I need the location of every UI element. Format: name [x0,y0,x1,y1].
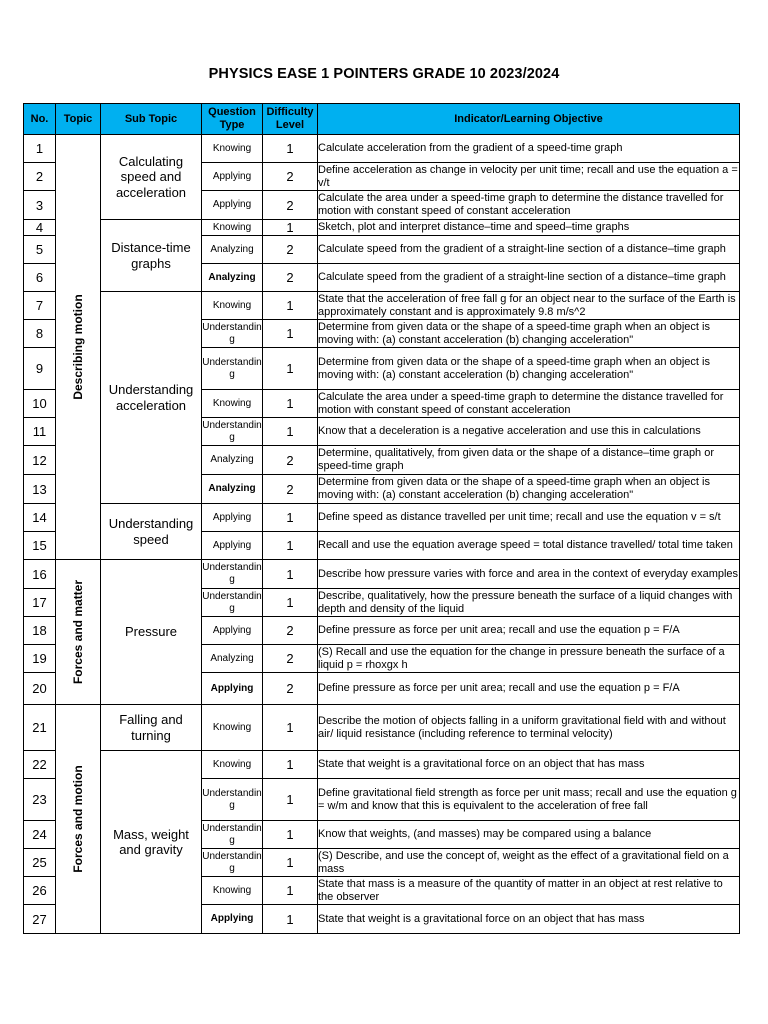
header-no: No. [24,104,56,135]
sub-topic-cell: Distance-time graphs [101,220,202,292]
learning-objective: Define pressure as force per unit area; recall and use the equation p = F/A [318,617,740,645]
table-row [24,292,740,320]
question-type: Understanding [202,589,263,617]
learning-objective: Define speed as distance travelled per unit time; recall and use the equation v = s/t [318,504,740,532]
difficulty-level: 1 [263,751,318,779]
learning-objective: Calculate acceleration from the gradient of a speed-time graph [318,135,740,163]
difficulty-level: 2 [263,236,318,264]
difficulty-level: 1 [263,292,318,320]
difficulty-level: 1 [263,135,318,163]
question-type: Applying [202,617,263,645]
learning-objective: Calculate the area under a speed-time graph to determine the distance travelled for motion with constant speed of constant acceleration [318,191,740,220]
question-type: Applying [202,191,263,220]
learning-objective: Determine from given data or the shape of a speed-time graph when an object is moving with: (a) constant acceleration (b) changing acceleration" [318,475,740,504]
difficulty-level: 2 [263,163,318,191]
difficulty-level: 2 [263,264,318,292]
row-no: 23 [24,779,56,821]
sub-topic-cell: Understanding acceleration [101,292,202,504]
question-type: Knowing [202,751,263,779]
row-no: 9 [24,348,56,390]
sub-topic-cell: Calculating speed and acceleration [101,135,202,220]
row-no: 19 [24,645,56,673]
row-no: 1 [24,135,56,163]
row-no: 3 [24,191,56,220]
difficulty-level: 1 [263,779,318,821]
header-objective: Indicator/Learning Objective [318,104,740,135]
header-difficulty-level: Difficulty Level [263,104,318,135]
question-type: Applying [202,532,263,560]
row-no: 22 [24,751,56,779]
difficulty-level: 1 [263,560,318,589]
difficulty-level: 1 [263,348,318,390]
row-no: 11 [24,418,56,446]
difficulty-level: 1 [263,390,318,418]
row-no: 14 [24,504,56,532]
question-type: Knowing [202,877,263,905]
learning-objective: Define gravitational field strength as force per unit mass; recall and use the equation g = w/m and know that this is equivalent to the acceleration of free fall [318,779,740,821]
row-no: 20 [24,673,56,705]
question-type: Understanding [202,849,263,877]
topic-label: Forces and motion [71,765,85,873]
question-type: Applying [202,905,263,934]
row-no: 15 [24,532,56,560]
question-type: Applying [202,163,263,191]
row-no: 16 [24,560,56,589]
question-type: Knowing [202,135,263,163]
question-type: Analyzing [202,236,263,264]
row-no: 26 [24,877,56,905]
row-no: 5 [24,236,56,264]
question-type: Analyzing [202,475,263,504]
difficulty-level: 2 [263,673,318,705]
table-row [24,220,740,236]
learning-objective: Define acceleration as change in velocity per unit time; recall and use the equation a = v/t [318,163,738,189]
difficulty-level: 1 [263,532,318,560]
sub-topic-cell: Mass, weight and gravity [101,751,202,934]
row-no: 7 [24,292,56,320]
learning-objective: (S) Recall and use the equation for the change in pressure beneath the surface of a liquid p = rhoxgx h [318,645,740,673]
learning-objective: Recall and use the equation average speed = total distance travelled/ total time taken [318,532,740,560]
learning-objective: Determine from given data or the shape of a speed-time graph when an object is moving with: (a) constant acceleration (b) changing acceleration" [318,348,740,390]
difficulty-level: 1 [263,504,318,532]
table-header-row [24,104,740,135]
question-type: Knowing [202,705,263,751]
learning-objective: State that the acceleration of free fall g for an object near to the surface of the Earth is approximately constant and is approximately 9.8 m/s^2 [318,292,740,320]
question-type: Understanding [202,779,263,821]
learning-objective: Sketch, plot and interpret distance–time and speed–time graphs [318,220,740,236]
question-type: Analyzing [202,446,263,475]
difficulty-level: 1 [263,877,318,905]
sub-topic-cell: Understanding speed [101,504,202,560]
question-type: Understanding [202,418,263,446]
learning-objective: Calculate speed from the gradient of a straight-line section of a distance–time graph [318,264,740,292]
row-no: 18 [24,617,56,645]
learning-objective: Define pressure as force per unit area; recall and use the equation p = F/A [318,673,740,705]
sub-topic-cell: Falling and turning [101,705,202,751]
learning-objective: State that weight is a gravitational force on an object that has mass [318,751,740,779]
question-type: Knowing [202,292,263,320]
difficulty-level: 2 [263,191,318,220]
learning-objective: Describe, qualitatively, how the pressure beneath the surface of a liquid changes with depth and density of the liquid [318,589,740,617]
question-type: Understanding [202,560,263,589]
row-no: 2 [24,163,56,191]
learning-objective: Determine, qualitatively, from given data or the shape of a distance–time graph or speed-time graph [318,446,740,475]
difficulty-level: 2 [263,645,318,673]
question-type: Knowing [202,390,263,418]
row-no: 8 [24,320,56,348]
header-topic: Topic [56,104,101,135]
question-type: Analyzing [202,645,263,673]
row-no: 24 [24,821,56,849]
difficulty-level: 2 [263,475,318,504]
row-no: 21 [24,705,56,751]
learning-objective: (S) Describe, and use the concept of, weight as the effect of a gravitational field on a mass [318,849,740,877]
learning-objective: Know that a deceleration is a negative acceleration and use this in calculations [318,418,740,446]
learning-objective: Describe the motion of objects falling in a uniform gravitational field with and without air/ liquid resistance (including reference to terminal velocity) [318,705,740,751]
row-no: 27 [24,905,56,934]
question-type: Understanding [202,320,263,348]
row-no: 13 [24,475,56,504]
page-title: PHYSICS EASE 1 POINTERS GRADE 10 2023/2024 [208,66,560,82]
difficulty-level: 1 [263,320,318,348]
row-no: 25 [24,849,56,877]
header-question-type: Question Type [202,104,263,135]
row-no: 4 [24,220,56,236]
row-no: 12 [24,446,56,475]
difficulty-level: 1 [263,589,318,617]
difficulty-level: 1 [263,849,318,877]
learning-objective: Describe how pressure varies with force and area in the context of everyday examples [318,560,740,589]
learning-objectives-table [23,103,740,934]
question-type: Knowing [202,220,263,236]
difficulty-level: 1 [263,821,318,849]
difficulty-level: 2 [263,617,318,645]
learning-objective: Calculate speed from the gradient of a straight-line section of a distance–time graph [318,236,740,264]
question-type: Applying [202,504,263,532]
table-row [24,135,740,163]
topic-cell [56,135,101,560]
difficulty-level: 1 [263,220,318,236]
row-no: 10 [24,390,56,418]
table-row [24,560,740,589]
difficulty-level: 1 [263,418,318,446]
topic-label: Forces and matter [71,579,85,685]
table-row [24,705,740,751]
difficulty-level: 2 [263,446,318,475]
difficulty-level: 1 [263,905,318,934]
learning-objective: Calculate the area under a speed-time graph to determine the distance travelled for motion with constant speed of constant acceleration [318,390,740,418]
row-no: 17 [24,589,56,617]
question-type: Understanding [202,821,263,849]
difficulty-level: 1 [263,705,318,751]
table-row [24,504,740,532]
learning-objective: State that mass is a measure of the quantity of matter in an object at rest relative to the observer [318,877,740,905]
question-type: Understanding [202,348,263,390]
question-type: Applying [202,673,263,705]
learning-objective: Determine from given data or the shape of a speed-time graph when an object is moving with: (a) constant acceleration (b) changing acceleration" [318,320,740,348]
learning-objective: State that weight is a gravitational force on an object that has mass [318,905,740,934]
learning-objective: Know that weights, (and masses) may be compared using a balance [318,821,740,849]
header-sub-topic: Sub Topic [101,104,202,135]
sub-topic-cell: Pressure [101,560,202,705]
table-row [24,751,740,779]
question-type: Analyzing [202,264,263,292]
topic-label: Describing motion [71,294,85,400]
topic-cell [56,560,101,705]
topic-cell [56,705,101,934]
row-no: 6 [24,264,56,292]
